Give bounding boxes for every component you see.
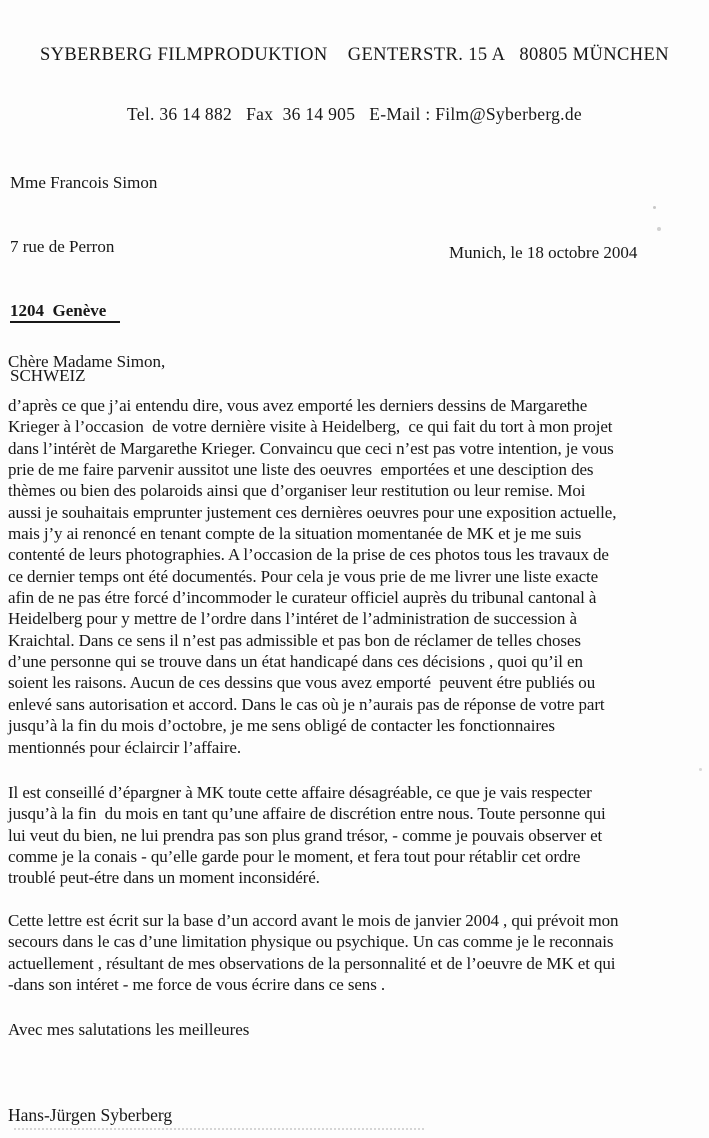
scan-speck <box>657 227 661 231</box>
dateline: Munich, le 18 octobre 2004 <box>449 243 638 262</box>
letterhead-contact-line: Tel. 36 14 882 Fax 36 14 905 E-Mail : Film@Syberberg.de <box>127 104 582 124</box>
recipient-name: Mme Francois Simon <box>10 173 158 193</box>
scan-speck <box>699 768 702 771</box>
body-paragraph-3: Cette lettre est écrit sur la base d’un accord avant le mois de janvier 2004 , qui prévoit mon secours dans le cas d’une limitation physique ou psychique. Un cas comme je le reconnais actuellement , résultant de mes observations de la personnalité et de l’oeuvre de MK et qui -dans son intéret - me force de vous écrire dans ce sens . <box>8 911 619 995</box>
signature-name: Hans-Jürgen Syberberg <box>8 1105 173 1125</box>
recipient-country: SCHWEIZ <box>10 366 86 386</box>
scan-edge-artifact <box>14 1128 424 1130</box>
recipient-address-block <box>10 130 157 429</box>
recipient-city-line <box>10 300 157 323</box>
body-paragraph-2: Il est conseillé d’épargner à MK toute cette affaire désagréable, ce que je vais respecter jusqu’à la fin du mois en tant qu’une affaire de discrétion entre nous. Toute personne qui lui veut du bien, ne lui prendra pas son plus grand trésor, - comme je pouvais observer et comme je la conais - qu’elle garde pour le moment, et fera tout pour rétablir cet ordre troublé peut-étre dans un moment inconsidéré. <box>8 783 606 888</box>
salutation: Chère Madame Simon, <box>8 352 166 371</box>
recipient-street: 7 rue de Perron <box>10 237 115 257</box>
recipient-city: 1204 Genève <box>10 300 120 323</box>
body-paragraph-1: d’après ce que j’ai entendu dire, vous avez emporté les derniers dessins de Margarethe Krieger à l’occasion de votre dernière visite à Heidelberg, ce qui fait du tort à mon projet dans l’intérèt de Margarethe Krieger. Convaincu que ceci n’est pas votre intention, je vous prie de me faire parvenir aussitot une liste des oeuvres emportées et une desciption des thèmes ou bien des polaroids ainsi que d’organiser leur restitution ou leur remise. Moi aussi je souhaitais emprunter justement ces dernières oeuvres pour une exposition actuelle, mais j’y ai renoncé en tenant compte de la situation momentanée de MK et je me suis contenté de leurs photographies. A l’occasion de la prise de ces photos tous les travaux de ce dernier temps ont été documentés. Pour cela je vous prie de me livrer une liste exacte afin de ne pas étre forcé d’incommoder le curateur officiel auprès du tribunal cantonal à Heidelberg pour y mettre de l’ordre dans l’intéret de l’administration de succession à Kraichtal. Dans ce sens il n’est pas admissible et pas bon de réclamer de telles choses d’une personne qui se trouve dans un état handicapé dans ces décisions , quoi qu’il en soient les raisons. Aucun de ces dessins que vous avez emporté peuvent étre publiés ou enlevé sans autorisation et accord. Dans le cas où je n’aurais pas de réponse de votre part jusqu’à la fin du mois d’octobre, je me sens obligé de contacter les fonctionnaires mentionnés pour éclaircir l’affaire. <box>8 396 617 757</box>
scan-speck <box>653 206 656 209</box>
closing-salutation: Avec mes salutations les meilleures <box>8 1020 250 1039</box>
letterhead-company-line: SYBERBERG FILMPRODUKTION GENTERSTR. 15 A 80805 MÜNCHEN <box>39 45 669 65</box>
